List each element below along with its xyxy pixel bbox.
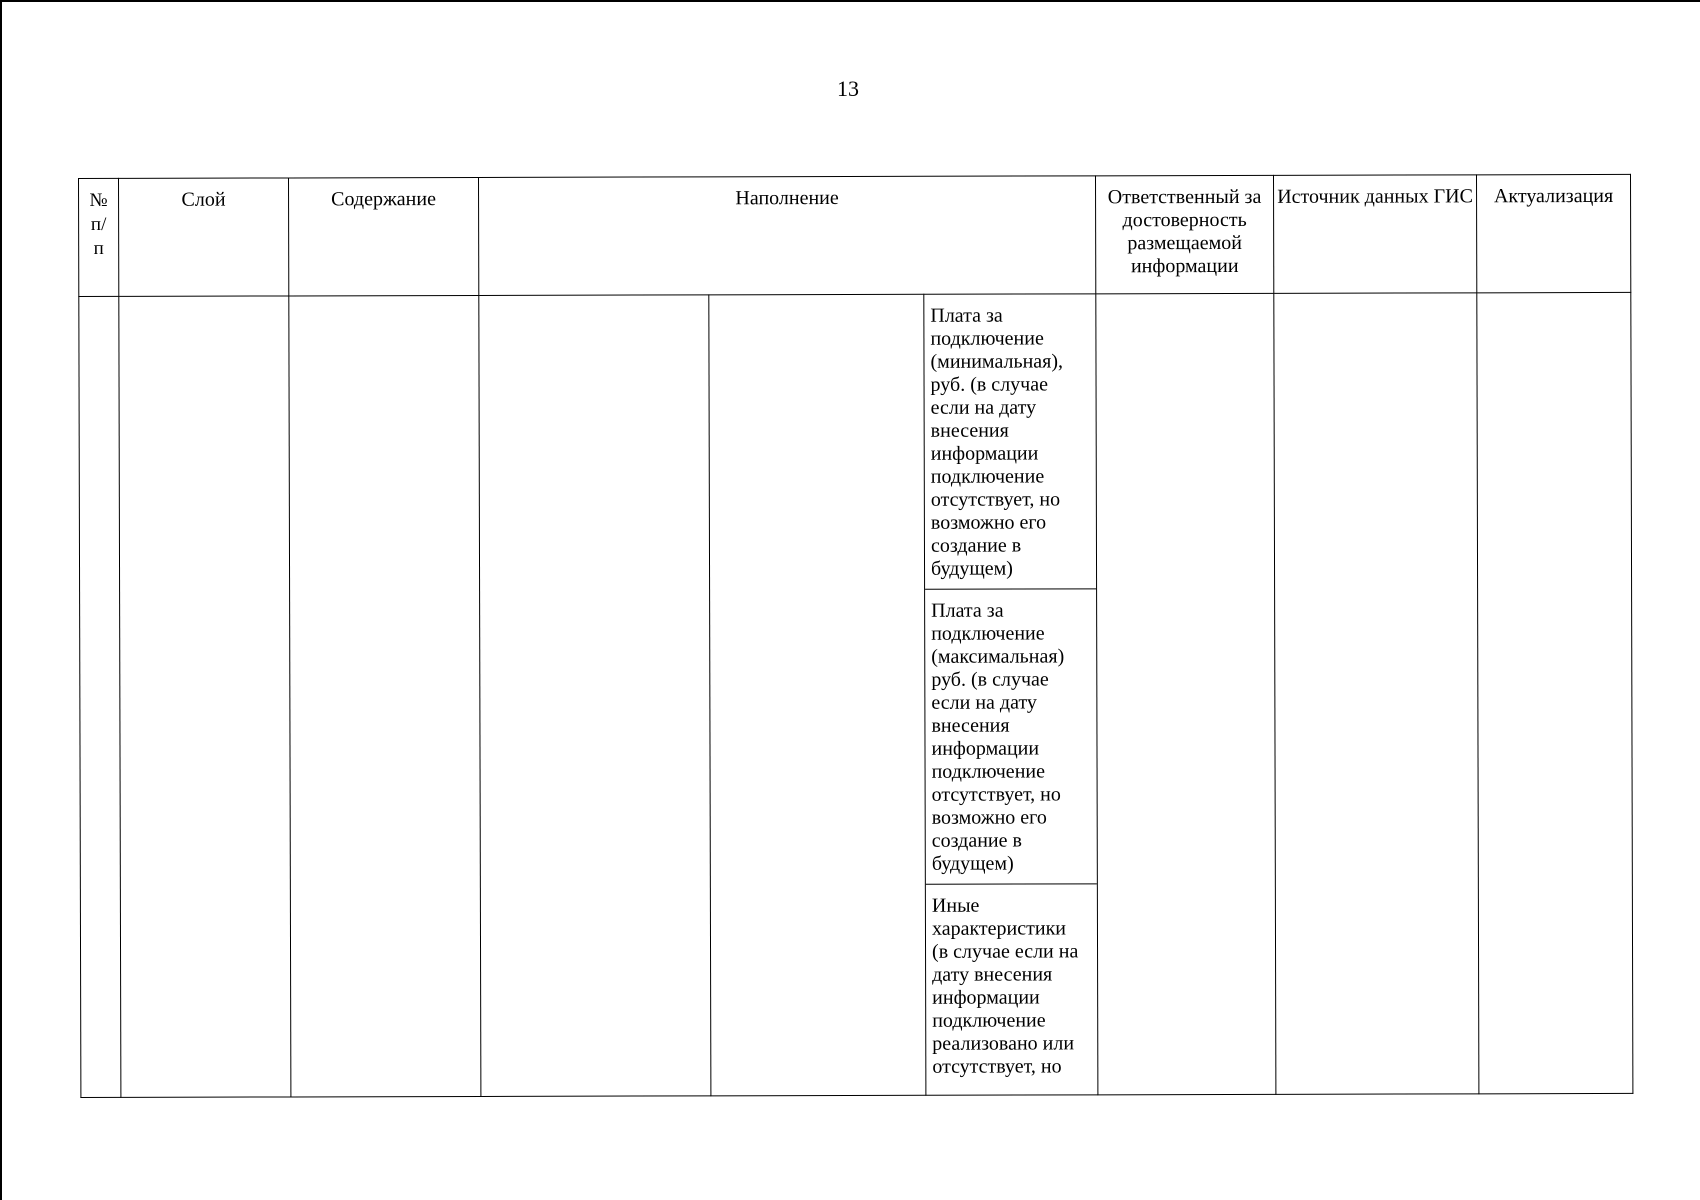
page-number: 13 (837, 76, 859, 101)
cell-filling-2 (709, 294, 926, 1096)
table-row (79, 292, 1633, 1097)
header-source: Источник данных ГИС (1273, 175, 1476, 294)
cell-number (79, 296, 121, 1097)
layers-table (78, 174, 1633, 1098)
filling-item-max-fee: Плата за подключение (максимальная) руб. (в случае если на дату внесения информации подключение отсутствует, но возможно его создание в будущем) (925, 589, 1097, 884)
header-filling: Наполнение (478, 176, 1095, 296)
cell-update (1477, 292, 1633, 1093)
filling-items-list (924, 294, 1097, 1094)
header-content: Содержание (289, 177, 479, 295)
cell-responsible (1096, 293, 1276, 1094)
cell-filling-1 (479, 295, 711, 1097)
header-layer: Слой (119, 178, 289, 296)
scan-edge-top (0, 0, 1700, 2)
scan-edge-left (0, 0, 2, 1200)
table-header-row (79, 174, 1631, 296)
cell-content (289, 295, 481, 1096)
filling-item-other: Иные характеристики (в случае если на дату внесения информации подключение реализовано или отсутствует, но (931, 894, 1079, 1078)
cell-filling-3 (924, 294, 1098, 1095)
cell-source (1274, 293, 1479, 1095)
header-responsible: Ответственный за достоверность размещаемой информации (1095, 175, 1273, 293)
cell-layer (119, 296, 291, 1097)
filling-item-min-fee: Плата за подключение (минимальная), руб. (в случае если на дату внесения информации подключение отсутствует, но возможно его создание в будущем) (924, 294, 1096, 589)
header-update: Актуализация (1476, 174, 1630, 292)
header-number: № п/ п (79, 178, 119, 296)
